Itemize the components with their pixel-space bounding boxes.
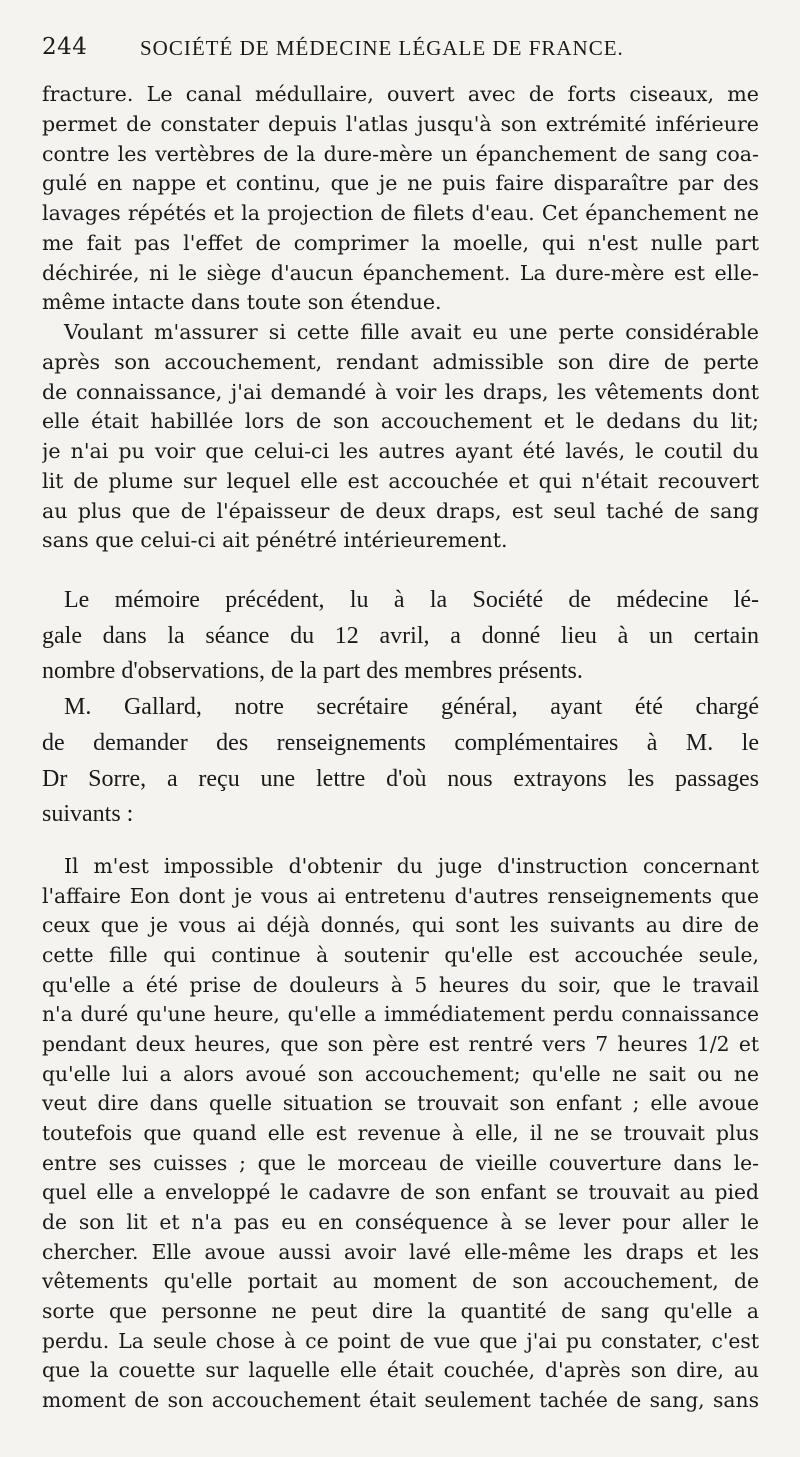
text-line: qu'elle a été prise de douleurs à 5 heures du soir, que le travail	[42, 972, 759, 997]
text-line: je n'ai pu voir que celui-ci les autres ayant été lavés, le coutil du	[42, 439, 759, 463]
text-line: de son lit et n'a pas eu en conséquence à se lever pour aller le	[42, 1209, 759, 1234]
text-line: après son accouchement, rendant admissible son dire de perte	[42, 349, 759, 374]
text-line: qu'elle lui a alors avoué son accouchement; qu'elle ne sait ou ne	[42, 1061, 759, 1086]
paragraph-autopsy-findings	[42, 80, 759, 556]
text-line: vêtements qu'elle portait au moment de son accouchement, de	[42, 1269, 759, 1294]
text-line: toutefois que quand elle est revenue à elle, il ne se trouvait plus	[42, 1120, 759, 1145]
text-line: ceux que je vous ai déjà donnés, qui sont les suivants au dire de	[42, 913, 759, 938]
text-line: cette fille qui continue à soutenir qu'elle est accouchée seule,	[42, 942, 759, 967]
text-line: pendant deux heures, que son père est rentré vers 7 heures 1/2 et	[42, 1031, 759, 1056]
text-line: Dr Sorre, a reçu une lettre d'où nous extrayons les passages	[42, 765, 759, 792]
text-line: de connaissance, j'ai demandé à voir les draps, les vêtements dont	[42, 379, 759, 404]
text-line: chercher. Elle avoue aussi avoir lavé elle-même les draps et les	[42, 1239, 759, 1264]
text-line: de demander des renseignements complémentaires à M. le	[42, 729, 759, 756]
text-line: n'a duré qu'une heure, qu'elle a immédiatement perdu connaissance	[42, 1002, 759, 1027]
text-line: gale dans la séance du 12 avril, a donné lieu à un certain	[42, 622, 759, 649]
text-line: déchirée, ni le siège d'aucun épanchement. La dure-mère est elle-	[42, 260, 759, 285]
page-header	[42, 34, 762, 60]
text-line: lit de plume sur lequel elle est accouchée et qui n'était recouvert	[42, 468, 759, 493]
text-line: nombre d'observations, de la part des membres présents.	[42, 658, 583, 685]
text-line: Le mémoire précédent, lu à la Société de médecine lé-	[64, 587, 759, 613]
text-line: entre ses cuisses ; que le morceau de vieille couverture dans le-	[42, 1150, 759, 1175]
text-line: quel elle a enveloppé le cadavre de son enfant se trouvait au pied	[42, 1180, 759, 1205]
text-line: lavages répétés et la projection de filets d'eau. Cet épanchement ne	[42, 201, 759, 225]
text-line: au plus que de l'épaisseur de deux draps, est seul taché de sang	[42, 498, 759, 523]
text-line: elle était habillée lors de son accouchement et le dedans du lit;	[42, 409, 759, 434]
page-number: 244	[42, 34, 88, 60]
text-line: contre les vertèbres de la dure-mère un épanchement de sang coa-	[42, 141, 759, 166]
text-line: perdu. La seule chose à ce point de vue que j'ai pu constater, c'est	[42, 1328, 759, 1353]
text-line: M. Gallard, notre secrétaire général, ayant été chargé	[64, 694, 759, 721]
text-line: même intacte dans toute son étendue.	[42, 290, 442, 315]
text-line: me fait pas l'effet de comprimer la moelle, qui n'est nulle part	[42, 230, 759, 255]
text-line: veut dire dans quelle situation se trouvait son enfant ; elle avoue	[42, 1091, 759, 1116]
paragraph-society-note	[42, 583, 759, 833]
paragraph-letter-excerpt	[42, 852, 759, 1415]
text-line: que la couette sur laquelle elle était couchée, d'après son dire, au	[42, 1358, 759, 1383]
text-line: sorte que personne ne peut dire la quantité de sang qu'elle a	[42, 1298, 759, 1323]
text-line: permet de constater depuis l'atlas jusqu'à son extrémité inférieure	[42, 111, 759, 136]
text-line: suivants :	[42, 801, 134, 828]
text-line: Voulant m'assurer si cette fille avait eu une perte considérable	[64, 320, 759, 344]
text-line: Il m'est impossible d'obtenir du juge d'instruction concernant	[64, 854, 759, 878]
text-line: fracture. Le canal médullaire, ouvert avec de forts ciseaux, me	[42, 82, 759, 106]
text-line: l'affaire Eon dont je vous ai entretenu d'autres renseignements que	[42, 883, 759, 908]
text-line: moment de son accouchement était seulement tachée de sang, sans	[42, 1387, 759, 1412]
running-head: SOCIÉTÉ DE MÉDECINE LÉGALE DE FRANCE.	[140, 36, 624, 60]
text-line: sans que celui-ci ait pénétré intérieurement.	[42, 528, 508, 553]
text-line: gulé en nappe et continu, que je ne puis faire disparaître par des	[42, 171, 759, 196]
